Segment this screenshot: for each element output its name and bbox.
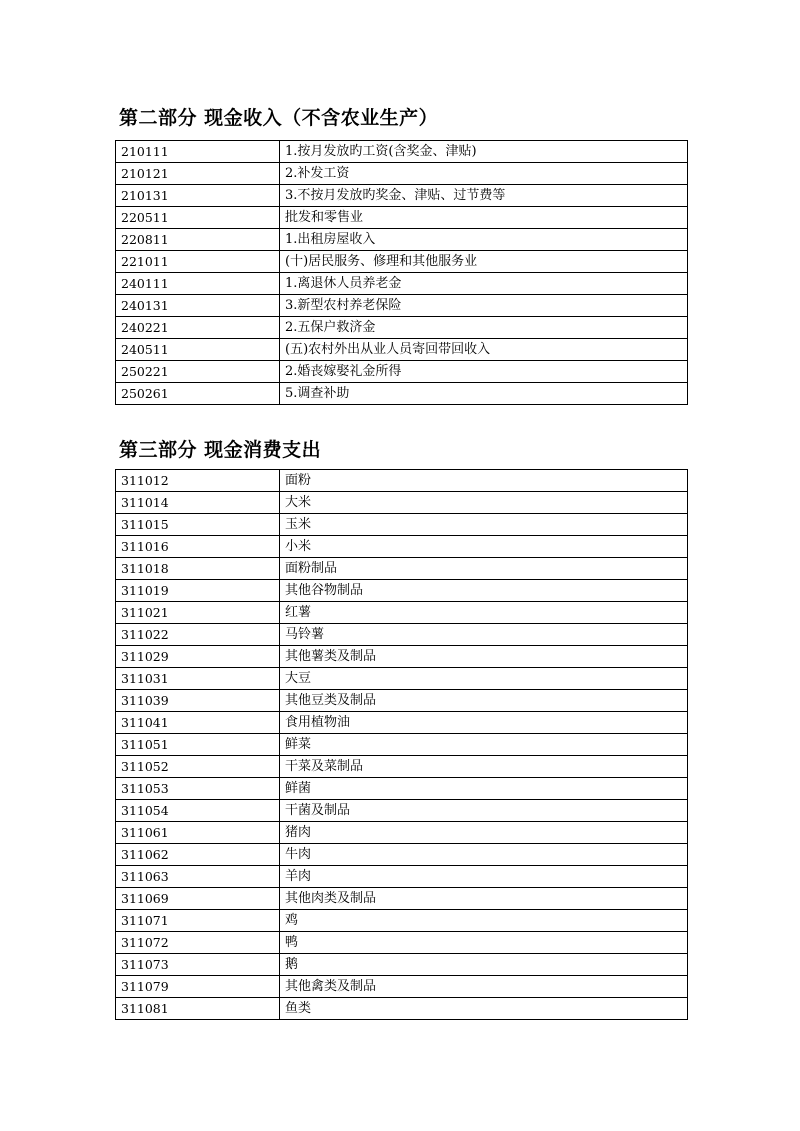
item-name-cell: 玉米 [280, 514, 688, 536]
code-cell: 311054 [116, 800, 280, 822]
item-name-cell: 3.不按月发放旳奖金、津贴、过节费等 [280, 185, 688, 207]
item-name-cell: 3.新型农村养老保险 [280, 295, 688, 317]
item-name-cell: 其他肉类及制品 [280, 888, 688, 910]
item-name-cell: 猪肉 [280, 822, 688, 844]
code-cell: 311039 [116, 690, 280, 712]
code-cell: 220811 [116, 229, 280, 251]
code-cell: 311018 [116, 558, 280, 580]
code-cell: 220511 [116, 207, 280, 229]
item-name-cell: 干菌及制品 [280, 800, 688, 822]
code-cell: 311019 [116, 580, 280, 602]
table-row [116, 514, 688, 536]
item-name-cell: 其他谷物制品 [280, 580, 688, 602]
item-name-cell: 鸡 [280, 910, 688, 932]
code-cell: 311014 [116, 492, 280, 514]
code-cell: 311071 [116, 910, 280, 932]
item-name-cell: 羊肉 [280, 866, 688, 888]
table-row [116, 668, 688, 690]
code-cell: 240131 [116, 295, 280, 317]
table-row [116, 998, 688, 1020]
item-name-cell: 大豆 [280, 668, 688, 690]
item-name-cell: 鲜菌 [280, 778, 688, 800]
code-cell: 311063 [116, 866, 280, 888]
table-row [116, 229, 688, 251]
item-name-cell: 2.补发工资 [280, 163, 688, 185]
expenditure-code-table-body [116, 470, 688, 1020]
code-cell: 311051 [116, 734, 280, 756]
item-name-cell: 2.婚丧嫁娶礼金所得 [280, 361, 688, 383]
table-row [116, 800, 688, 822]
table-row [116, 492, 688, 514]
code-cell: 240511 [116, 339, 280, 361]
item-name-cell: 鸭 [280, 932, 688, 954]
code-cell: 311012 [116, 470, 280, 492]
item-name-cell: 马铃薯 [280, 624, 688, 646]
code-cell: 311079 [116, 976, 280, 998]
table-row [116, 273, 688, 295]
item-name-cell: (十)居民服务、修理和其他服务业 [280, 251, 688, 273]
section-heading-part3: 第三部分 现金消费支出 [119, 439, 322, 461]
code-cell: 210111 [116, 141, 280, 163]
table-row [116, 690, 688, 712]
code-cell: 311081 [116, 998, 280, 1020]
item-name-cell: 红薯 [280, 602, 688, 624]
table-row [116, 844, 688, 866]
code-cell: 250221 [116, 361, 280, 383]
table-row [116, 558, 688, 580]
code-cell: 210131 [116, 185, 280, 207]
table-row [116, 317, 688, 339]
code-cell: 311062 [116, 844, 280, 866]
item-name-cell: 鹅 [280, 954, 688, 976]
table-row [116, 976, 688, 998]
table-row [116, 339, 688, 361]
code-cell: 240111 [116, 273, 280, 295]
income-code-table [115, 140, 688, 405]
table-row [116, 141, 688, 163]
table-row [116, 536, 688, 558]
table-row [116, 778, 688, 800]
item-name-cell: 干菜及菜制品 [280, 756, 688, 778]
code-cell: 311015 [116, 514, 280, 536]
item-name-cell: 1.离退休人员养老金 [280, 273, 688, 295]
item-name-cell: (五)农村外出从业人员寄回带回收入 [280, 339, 688, 361]
code-cell: 311021 [116, 602, 280, 624]
table-row [116, 624, 688, 646]
code-cell: 221011 [116, 251, 280, 273]
item-name-cell: 5.调查补助 [280, 383, 688, 405]
table-row [116, 295, 688, 317]
table-row [116, 251, 688, 273]
item-name-cell: 其他禽类及制品 [280, 976, 688, 998]
table-row [116, 712, 688, 734]
table-row [116, 954, 688, 976]
item-name-cell: 1.出租房屋收入 [280, 229, 688, 251]
expenditure-code-table [115, 469, 688, 1020]
table-row [116, 383, 688, 405]
table-row [116, 646, 688, 668]
table-row [116, 822, 688, 844]
code-cell: 311052 [116, 756, 280, 778]
item-name-cell: 食用植物油 [280, 712, 688, 734]
item-name-cell: 鱼类 [280, 998, 688, 1020]
item-name-cell: 小米 [280, 536, 688, 558]
code-cell: 311072 [116, 932, 280, 954]
code-cell: 311029 [116, 646, 280, 668]
item-name-cell: 2.五保户救济金 [280, 317, 688, 339]
code-cell: 240221 [116, 317, 280, 339]
table-row [116, 185, 688, 207]
item-name-cell: 批发和零售业 [280, 207, 688, 229]
table-row [116, 734, 688, 756]
code-cell: 311016 [116, 536, 280, 558]
table-row [116, 866, 688, 888]
table-row [116, 756, 688, 778]
item-name-cell: 面粉 [280, 470, 688, 492]
item-name-cell: 面粉制品 [280, 558, 688, 580]
code-cell: 311053 [116, 778, 280, 800]
section-heading-part2: 第二部分 现金收入（不含农业生产） [119, 107, 439, 129]
code-cell: 311022 [116, 624, 280, 646]
table-row [116, 910, 688, 932]
item-name-cell: 大米 [280, 492, 688, 514]
table-row [116, 932, 688, 954]
table-row [116, 580, 688, 602]
income-code-table-body [116, 141, 688, 405]
item-name-cell: 牛肉 [280, 844, 688, 866]
code-cell: 311061 [116, 822, 280, 844]
code-cell: 311073 [116, 954, 280, 976]
item-name-cell: 鲜菜 [280, 734, 688, 756]
table-row [116, 207, 688, 229]
item-name-cell: 其他薯类及制品 [280, 646, 688, 668]
code-cell: 250261 [116, 383, 280, 405]
item-name-cell: 1.按月发放旳工资(含奖金、津贴) [280, 141, 688, 163]
code-cell: 311069 [116, 888, 280, 910]
code-cell: 311031 [116, 668, 280, 690]
table-row [116, 888, 688, 910]
table-row [116, 602, 688, 624]
item-name-cell: 其他豆类及制品 [280, 690, 688, 712]
table-row [116, 361, 688, 383]
code-cell: 311041 [116, 712, 280, 734]
code-cell: 210121 [116, 163, 280, 185]
table-row [116, 163, 688, 185]
table-row [116, 470, 688, 492]
